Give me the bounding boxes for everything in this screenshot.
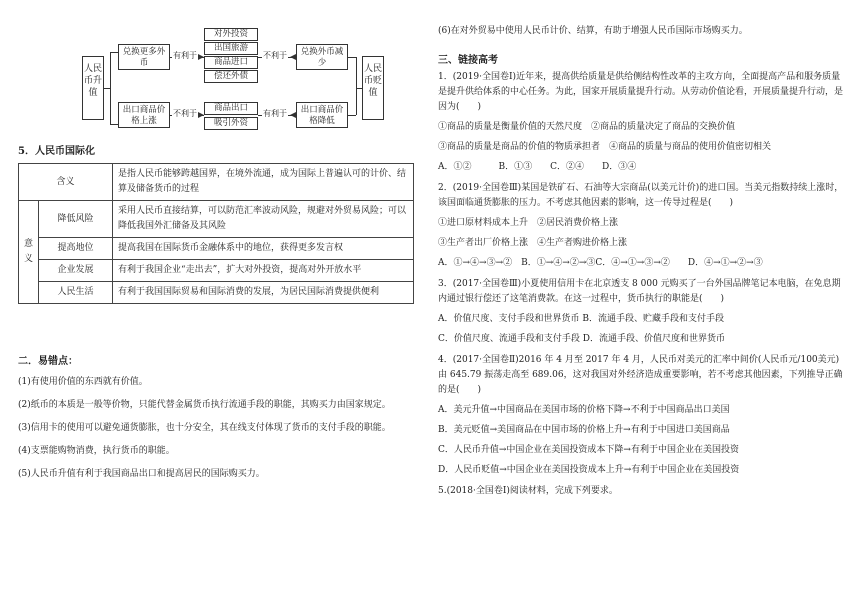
rmb-depreciation-box <box>362 56 384 120</box>
table-row <box>19 201 414 238</box>
question-3: 3．(2017·全国卷Ⅲ)小夏使用信用卡在北京透支 8 000 元购买了一台外国品牌笔记本电脑，在免息期内通过银行偿还了这笔消费款。在这一过程中，货币执行的职能是( ) <box>438 279 841 304</box>
rmb-appreciation-label: 人民币升值 <box>83 64 102 98</box>
q4-option-d: D．人民币贬值→中国企业在美国投资成本上升→有利于中国企业在美国投资 <box>438 465 740 475</box>
section5-title: 5．人民币国际化 <box>18 146 95 157</box>
question-4: 4．(2017·全国卷Ⅱ)2016 年 4 月至 2017 年 4 月，人民币对美元的汇率中间价(人民币元/100美元)由 645.79 振荡走高至 689.06，这对我国对外经济造成重要影响，若不考虑其他因素，下列推导正确的是( ) <box>438 355 843 395</box>
exchange-less-foreign-text: 兑换外币减少 <box>300 47 344 68</box>
row-text: 采用人民币直接结算，可以防范汇率波动风险，规避对外贸易风险；可以降低我国外汇储备及其风险 <box>113 201 414 238</box>
right-bracket <box>356 57 357 115</box>
top-favor-label: 有利于 <box>173 51 197 60</box>
left-top-connector <box>110 52 118 53</box>
question-5: 5.(2018·全国卷Ⅰ)阅读材料，完成下列要求。 <box>438 486 618 496</box>
error-item: (5)人民币升值有利于我国商品出口和提高居民的国际购买力。 <box>18 469 265 479</box>
left-bottom-connector <box>110 124 118 125</box>
center-item-1: 出国旅游 <box>204 42 258 55</box>
q4-option-c: C．人民币升值→中国企业在美国投资成本下降→有利于中国企业在美国投资 <box>438 445 739 455</box>
row-text: 有利于我国国际贸易和国际消费的发展，为居民国际消费提供便利 <box>113 282 414 304</box>
error-item: (2)纸币的本质是一般等价物，只能代替金属货币执行流通手段的职能，其购买力由国家规定。 <box>18 400 391 410</box>
export-price-up-box <box>118 102 170 128</box>
error-item: (1)有使用价值的东西就有价值。 <box>18 377 148 387</box>
q3-options-2: C．价值尺度、流通手段和支付手段 D．流通手段、价值尺度和世界货币 <box>438 334 725 344</box>
q4-option-a: A．美元升值→中国商品在美国市场的价格下降→不利于中国商品出口美国 <box>438 405 730 415</box>
row-label: 人民生活 <box>39 282 113 304</box>
errors-title: 二．易错点： <box>18 356 78 367</box>
rmb-internationalization-table <box>18 163 414 304</box>
rmb-appreciation-box <box>82 56 104 120</box>
right-column <box>438 14 848 599</box>
exchange-more-foreign-text: 兑换更多外币 <box>122 47 166 68</box>
export-price-down-box <box>296 102 348 128</box>
bottom-item-0: 商品出口 <box>204 102 258 115</box>
q1-statements-1: ①商品的质量是衡量价值的天然尺度 ②商品的质量决定了商品的交换价值 <box>438 122 736 132</box>
table-row <box>19 282 414 304</box>
right-bottom-connector <box>348 115 356 116</box>
q1-options: A．①② B．①③ C．②④ D．③④ <box>438 162 637 172</box>
right-top-connector <box>348 57 356 58</box>
bottom-center-stack <box>204 102 258 130</box>
left-column <box>18 14 418 599</box>
error-item: (4)支票能购物消费，执行货币的职能。 <box>18 446 175 456</box>
row-text: 是指人民币能够跨越国界，在境外流通，成为国际上普遍认可的计价、结算及储备货币的过程 <box>113 164 414 201</box>
center-item-3: 偿还外债 <box>204 70 258 83</box>
row-text: 提高我国在国际货币金融体系中的地位，获得更多发言权 <box>113 238 414 260</box>
exchange-rate-diagram <box>18 14 418 134</box>
q3-options-1: A．价值尺度、支付手段和世界货币 B．流通手段、贮藏手段和支付手段 <box>438 314 724 324</box>
exchange-less-foreign-box <box>296 44 348 70</box>
row-label: 企业发展 <box>39 260 113 282</box>
bottom-item-1: 吸引外资 <box>204 117 258 130</box>
q1-statements-2: ③商品的质量是商品的价值的物质承担者 ④商品的质量与商品的使用价值密切相关 <box>438 142 772 152</box>
error-item: (3)信用卡的使用可以避免通货膨胀，也十分安全，其在线支付体现了货币的支付手段的职能。 <box>18 423 391 433</box>
q2-statements-1: ①进口原材料成本上升 ②居民消费价格上涨 <box>438 218 619 228</box>
export-price-down-text: 出口商品价格降低 <box>300 105 344 126</box>
export-price-up-text: 出口商品价格上涨 <box>122 105 166 126</box>
center-item-0: 对外投资 <box>204 28 258 41</box>
significance-text: 意义 <box>24 239 34 264</box>
rmb-depreciation-label: 人民币贬值 <box>363 64 382 98</box>
left-connector <box>104 88 110 89</box>
row-label: 降低风险 <box>39 201 113 238</box>
row-label: 含义 <box>19 164 113 201</box>
section3-title: 三、链接高考 <box>438 55 498 66</box>
table-row <box>19 238 414 260</box>
significance-group-label <box>19 201 39 304</box>
q4-option-b: B．美元贬值→美国商品在中国市场的价格上升→有利于中国进口美国商品 <box>438 425 730 435</box>
error-item-6: (6)在对外贸易中使用人民币计价、结算，有助于增强人民币国际市场购买力。 <box>438 26 748 36</box>
exchange-more-foreign-box <box>118 44 170 70</box>
q2-options: A．①→④→③→② B．①→④→②→③C．④→①→③→② D．④→①→②→③ <box>438 258 763 268</box>
table-row <box>19 260 414 282</box>
question-2: 2．(2019·全国卷Ⅲ)某国是铁矿石、石油等大宗商品(以美元计价)的进口国。当美元指数持续上涨时，该国面临通货膨胀的压力。不考虑其他因素的影响，这一传导过程是( ) <box>438 183 844 208</box>
center-item-2: 商品进口 <box>204 56 258 69</box>
bottom-favor-label: 有利于 <box>263 109 287 118</box>
bottom-against-label: 不利于 <box>173 109 197 118</box>
top-center-stack <box>204 28 258 83</box>
top-against-label: 不利于 <box>263 51 287 60</box>
left-bracket <box>110 52 111 124</box>
row-label: 提高地位 <box>39 238 113 260</box>
row-text: 有利于我国企业“走出去”，扩大对外投资，提高对外开放水平 <box>113 260 414 282</box>
q2-statements-2: ③生产者出厂价格上涨 ④生产者购进价格上涨 <box>438 238 628 248</box>
question-1: 1．(2019·全国卷Ⅰ)近年来，提高供给质量是供给侧结构性改革的主攻方向，全面提高产品和服务质量是提升供给体系的中心任务。为此，国家开展质量提升行动。从劳动价值论看，开展质量提升行动，是因为( ) <box>438 72 844 112</box>
table-row <box>19 164 414 201</box>
